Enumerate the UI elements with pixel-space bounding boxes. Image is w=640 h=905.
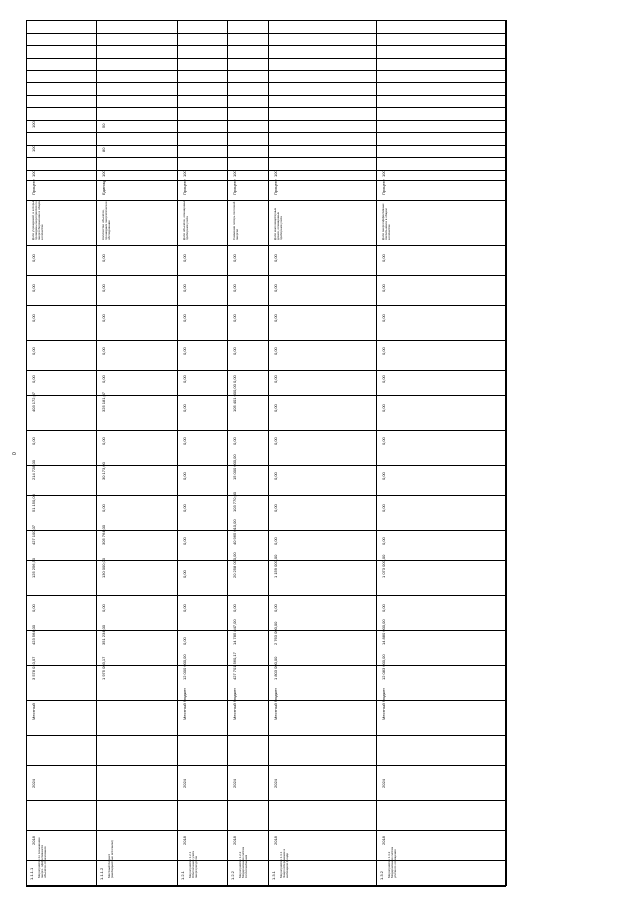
value-cell: 2024 <box>273 779 278 788</box>
indicator-description: Доля учреждений, в которых проведены мероприятия по энергосбережению в общем количестве <box>31 199 44 240</box>
value-cell: 423 564,00 <box>31 624 36 645</box>
value-cell: 14 785 847,00 <box>232 619 237 645</box>
indicator-value: 100 <box>273 170 278 177</box>
table-horizontal-rule <box>26 245 506 246</box>
value-cell: 103 770,00 <box>232 491 237 512</box>
table-horizontal-rule <box>26 665 506 666</box>
indicator-value: 100 <box>31 170 36 177</box>
value-cell: 0,00 <box>273 504 278 512</box>
value-cell: 0,00 <box>101 347 106 355</box>
value-cell: 2024 <box>31 779 36 788</box>
value-cell: 403 172,07 <box>31 391 36 412</box>
value-cell: 325 181,07 <box>101 391 106 412</box>
value-cell: 30 173,00 <box>101 462 106 480</box>
table-horizontal-rule <box>26 107 506 108</box>
value-cell: 0,00 <box>273 284 278 292</box>
value-cell: 1 975 003,17 <box>101 656 106 680</box>
indicator-value: 100 <box>31 145 36 152</box>
value-cell: 0,00 <box>381 472 386 480</box>
table-horizontal-rule <box>26 58 506 59</box>
value-cell: 0,00 <box>232 375 237 383</box>
indicator-value: 100 <box>31 121 36 128</box>
value-cell: 2018 <box>273 836 278 845</box>
value-cell: 51 150,00 <box>31 494 36 512</box>
value-cell: 0,00 <box>31 314 36 322</box>
value-cell: 0,00 <box>381 375 386 383</box>
indicator-description: Доля энергоэффективных светильников в общем количестве <box>381 203 391 240</box>
indicator-description: Количество объектов, прошедших энергетическое обследование <box>101 201 111 240</box>
value-cell: 2018 <box>31 836 36 845</box>
value-cell: 2024 <box>182 779 187 788</box>
table-horizontal-rule <box>26 430 506 431</box>
value-cell: 2024 <box>232 779 237 788</box>
value-cell: 0,00 <box>273 604 278 612</box>
value-cell: 0,00 <box>31 284 36 292</box>
row-id: 1.3.2 <box>379 871 384 880</box>
value-cell: 0,00 <box>182 604 187 612</box>
value-cell: 0,00 <box>31 604 36 612</box>
value-cell: 12 083 000,00 <box>381 654 386 680</box>
value-cell: 0,00 <box>31 254 36 262</box>
value-cell: 0,00 <box>273 537 278 545</box>
table-horizontal-rule <box>26 735 506 736</box>
value-cell: 0,00 <box>101 604 106 612</box>
value-cell: 351 234,00 <box>101 624 106 645</box>
value-cell: 0,00 <box>101 284 106 292</box>
value-cell: 0,00 <box>381 604 386 612</box>
indicator-unit: Единиц <box>101 181 106 195</box>
table-horizontal-rule <box>26 145 506 146</box>
value-cell: 0,00 <box>232 314 237 322</box>
table-vertical-rule <box>268 20 269 886</box>
indicator-unit: Процент <box>273 179 278 195</box>
value-cell: 0,00 <box>232 284 237 292</box>
row-id: 1.1.1.1 <box>29 867 34 880</box>
table-horizontal-rule <box>26 860 506 861</box>
value-cell: 0,00 <box>273 404 278 412</box>
table-horizontal-rule <box>26 170 506 171</box>
value-cell: 0,00 <box>182 314 187 322</box>
value-cell: 0,00 <box>182 437 187 445</box>
indicator-value: 100 <box>182 170 187 177</box>
table-horizontal-rule <box>26 700 506 701</box>
value-cell: 20 258 000,00 <box>232 552 237 578</box>
row-id: 1.2.1 <box>180 871 185 880</box>
indicator-value: 100 <box>232 170 237 177</box>
row-name: Мероприятие 1.3.2 Модернизация систем уличного освещения <box>387 846 397 878</box>
value-cell: 0,00 <box>101 504 106 512</box>
table-horizontal-rule <box>26 157 506 158</box>
row-name: Мероприятие по повышению энерго- эффективности объектов образования <box>37 837 47 878</box>
value-cell: 14 880 000,00 <box>381 619 386 645</box>
table-horizontal-rule <box>26 800 506 801</box>
value-cell: 0,00 <box>31 375 36 383</box>
value-cell: 0,00 <box>381 437 386 445</box>
value-cell: 15 000 000,00 <box>232 454 237 480</box>
value-cell: 0,00 <box>232 437 237 445</box>
row-id: 1.1.1.2 <box>99 867 104 880</box>
value-cell: 0,00 <box>273 347 278 355</box>
value-cell: 214 728,00 <box>31 459 36 480</box>
table-horizontal-rule <box>26 630 506 631</box>
value-cell: 0,00 <box>273 375 278 383</box>
table-horizontal-rule <box>26 830 506 831</box>
indicator-value: 80 <box>101 147 106 152</box>
value-cell: 0,00 <box>182 404 187 412</box>
page-number: 0 <box>12 452 18 455</box>
value-cell: 0,00 <box>101 375 106 383</box>
value-cell: 0,00 <box>381 284 386 292</box>
value-cell: 12 000 000,00 <box>182 654 187 680</box>
value-cell: 0,00 <box>182 375 187 383</box>
value-cell: 130 000,00 <box>101 557 106 578</box>
table-vertical-rule <box>227 20 228 886</box>
value-cell: Местный бюджет <box>381 688 386 720</box>
indicator-unit: Процент <box>232 179 237 195</box>
value-cell: 0,00 <box>182 570 187 578</box>
value-cell: 0,00 <box>182 347 187 355</box>
value-cell: 0,00 <box>182 472 187 480</box>
value-cell: 1 073 000,00 <box>381 554 386 578</box>
value-cell: 0,00 <box>232 604 237 612</box>
table-horizontal-rule <box>26 45 506 46</box>
value-cell: 0,00 <box>381 314 386 322</box>
value-cell: 0,00 <box>381 504 386 512</box>
table-horizontal-rule <box>26 82 506 83</box>
indicator-value: 50 <box>101 123 106 128</box>
table-vertical-rule <box>177 20 178 886</box>
table-horizontal-rule <box>26 395 506 396</box>
value-cell: 427 100,07 <box>31 524 36 545</box>
value-cell: 0,00 <box>381 404 386 412</box>
table-horizontal-rule <box>26 370 506 371</box>
value-cell: Местный <box>31 703 36 720</box>
value-cell: 0,00 <box>273 254 278 262</box>
value-cell: Местный бюджет <box>182 688 187 720</box>
value-cell: 0,00 <box>232 254 237 262</box>
table-horizontal-rule <box>26 33 506 34</box>
value-cell: 0,00 <box>232 347 237 355</box>
value-cell: 0,00 <box>273 472 278 480</box>
value-cell: 2 763 000,00 <box>273 621 278 645</box>
value-cell: 0,00 <box>182 537 187 545</box>
value-cell: 0,00 <box>381 254 386 262</box>
table-horizontal-rule <box>26 560 506 561</box>
indicator-value: 100 <box>381 170 386 177</box>
value-cell: 0,00 <box>381 537 386 545</box>
value-cell: Местный бюджет <box>232 688 237 720</box>
value-cell: 0,00 <box>31 347 36 355</box>
value-cell: 2018 <box>381 836 386 845</box>
indicator-unit: Процент <box>31 179 36 195</box>
value-cell: 0,00 <box>381 347 386 355</box>
value-cell: 3 578 010,07 <box>31 656 36 680</box>
value-cell: 0,00 <box>273 437 278 445</box>
value-cell: Местный бюджет <box>273 688 278 720</box>
table-horizontal-rule <box>26 765 506 766</box>
table-horizontal-rule <box>26 886 506 887</box>
value-cell: 0,00 <box>31 437 36 445</box>
table-horizontal-rule <box>26 200 506 201</box>
table-horizontal-rule <box>26 530 506 531</box>
value-cell: 0,00 <box>273 314 278 322</box>
value-cell: 0,00 <box>182 254 187 262</box>
table-horizontal-rule <box>26 180 506 181</box>
table-horizontal-rule <box>26 275 506 276</box>
indicator-description: Доля объектов, оснащенных приборами учета <box>182 200 189 240</box>
table-vertical-rule <box>376 20 377 886</box>
table-horizontal-rule <box>26 70 506 71</box>
value-cell: 0,00 <box>101 314 106 322</box>
value-cell: 125 256,50 <box>31 557 36 578</box>
row-id: 1.2.2 <box>230 871 235 880</box>
value-cell: 1 159 000,00 <box>273 554 278 578</box>
value-cell: 2018 <box>232 836 237 845</box>
table-vertical-rule <box>506 20 507 886</box>
table-horizontal-rule <box>26 495 506 496</box>
indicator-description: Снижение потерь тепловой энергии <box>232 201 239 240</box>
value-cell: 305 764,00 <box>101 524 106 545</box>
table-horizontal-rule <box>26 20 506 21</box>
table-horizontal-rule <box>26 132 506 133</box>
value-cell: 1 803 000,00 <box>273 656 278 680</box>
row-id: 1.3.1 <box>271 871 276 880</box>
row-name: Мероприятие 1.2.1 Обеспечение учета энергоресурсов <box>188 850 198 878</box>
indicator-unit: Процент <box>381 179 386 195</box>
value-cell: 2024 <box>381 779 386 788</box>
value-cell: 0,00 <box>182 284 187 292</box>
table-horizontal-rule <box>26 340 506 341</box>
row-name: Мероприятие 1.3.1 Энергосбережение в жилищном фонде <box>279 848 289 878</box>
table-horizontal-rule <box>26 95 506 96</box>
table-vertical-rule <box>96 20 97 886</box>
value-cell: 0,00 <box>182 637 187 645</box>
row-name: Мероприятие 1.2.2 Модернизация систем теплоснабжения <box>238 846 248 878</box>
value-cell: 2018 <box>182 836 187 845</box>
value-cell: 0,00 <box>101 254 106 262</box>
value-cell: 40 965 010,00 <box>232 519 237 545</box>
table-vertical-rule <box>26 20 27 886</box>
indicator-description: Доля многоквартирных домов, оснащенных приборами учета <box>273 207 283 240</box>
value-cell: 427 701 560,17 <box>232 652 237 680</box>
value-cell: 0,00 <box>101 437 106 445</box>
table-horizontal-rule <box>26 595 506 596</box>
table-horizontal-rule <box>26 465 506 466</box>
table-horizontal-rule <box>26 305 506 306</box>
table-horizontal-rule <box>26 120 506 121</box>
indicator-value: 100 <box>101 170 106 177</box>
value-cell: 0,00 <box>182 504 187 512</box>
indicator-unit: Процент <box>182 179 187 195</box>
row-name: Местный бюджет (внебюджетные источники) <box>107 840 114 878</box>
program-table <box>26 20 506 886</box>
value-cell: 105 401 000,00 <box>232 384 237 412</box>
